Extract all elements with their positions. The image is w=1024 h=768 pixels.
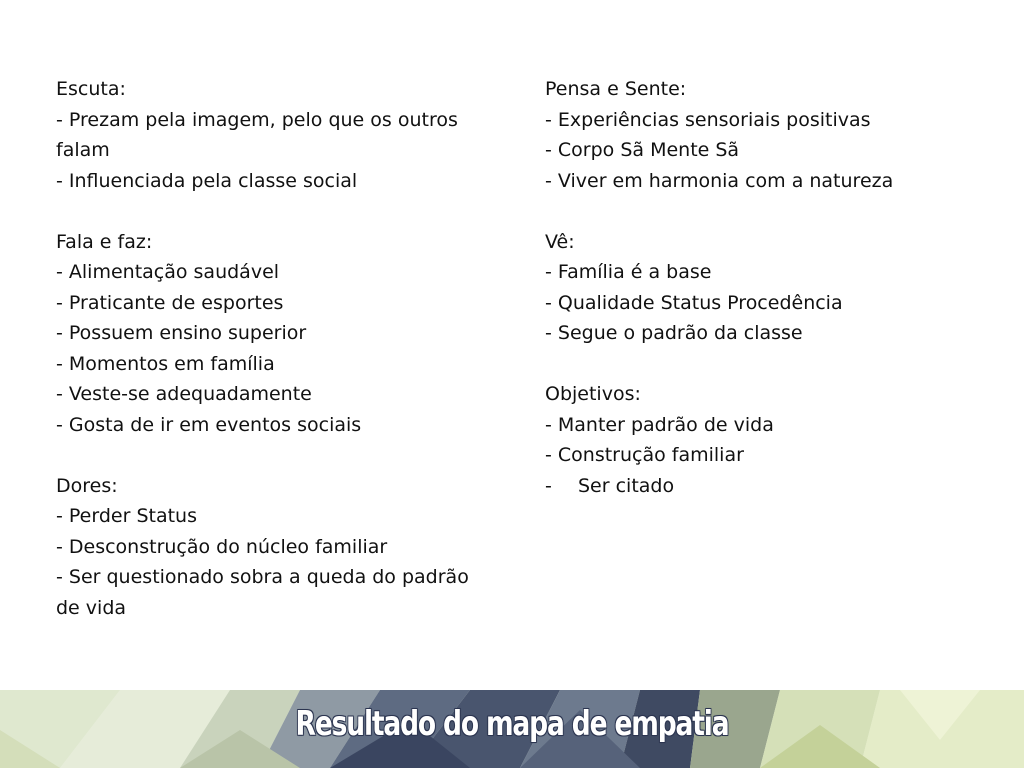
section-pensa-e-sente (545, 74, 985, 196)
list-item: - Alimentação saudável (56, 261, 280, 283)
slide-title: Resultado do mapa de empatia (295, 704, 729, 744)
section-title: Dores: (56, 474, 118, 497)
section-title: Objetivos: (545, 383, 641, 405)
list-item: - Perder Status (56, 505, 197, 527)
list-item: - Construção familiar (545, 444, 744, 466)
list-item: - Possuem ensino superior (56, 322, 307, 344)
list-item: - Manter padrão de vida (545, 413, 774, 436)
list-item: - Experiências sensoriais positivas (545, 108, 871, 131)
footer-banner (0, 690, 1024, 768)
section-title: Fala e faz: (56, 230, 153, 253)
section-title: Pensa e Sente: (545, 78, 687, 100)
list-item: - Segue o padrão da classe (545, 322, 803, 344)
list-item: - Família é a base (545, 261, 712, 283)
list-item-text: Ser citado (578, 474, 675, 497)
section-title: Escuta: (56, 78, 126, 100)
section-objetivos (545, 379, 985, 501)
list-item: - Momentos em família (56, 352, 275, 375)
list-item: - Praticante de esportes (56, 291, 284, 314)
right-column (545, 74, 985, 532)
list-item: - Viver em harmonia com a natureza (545, 169, 894, 192)
list-item: - Desconstrução do núcleo familiar (56, 535, 388, 558)
section-fala-e-faz (56, 227, 496, 441)
list-item: - Gosta de ir em eventos sociais (56, 413, 362, 436)
list-item: - Qualidade Status Procedência (545, 291, 843, 314)
list-item (545, 471, 985, 502)
list-item: - Prezam pela imagem, pelo que os outros falam (56, 108, 458, 161)
section-escuta (56, 74, 496, 196)
section-dores (56, 471, 496, 624)
left-column (56, 74, 496, 654)
list-item: - Corpo Sã Mente Sã (545, 139, 740, 161)
list-item: - Veste-se adequadamente (56, 383, 312, 405)
list-item: - Ser questionado sobra a queda do padrão de vida (56, 566, 469, 619)
section-ve (545, 227, 985, 349)
list-item: - Influenciada pela classe social (56, 169, 358, 192)
section-title: Vê: (545, 230, 575, 253)
list-dash: - (545, 474, 552, 497)
